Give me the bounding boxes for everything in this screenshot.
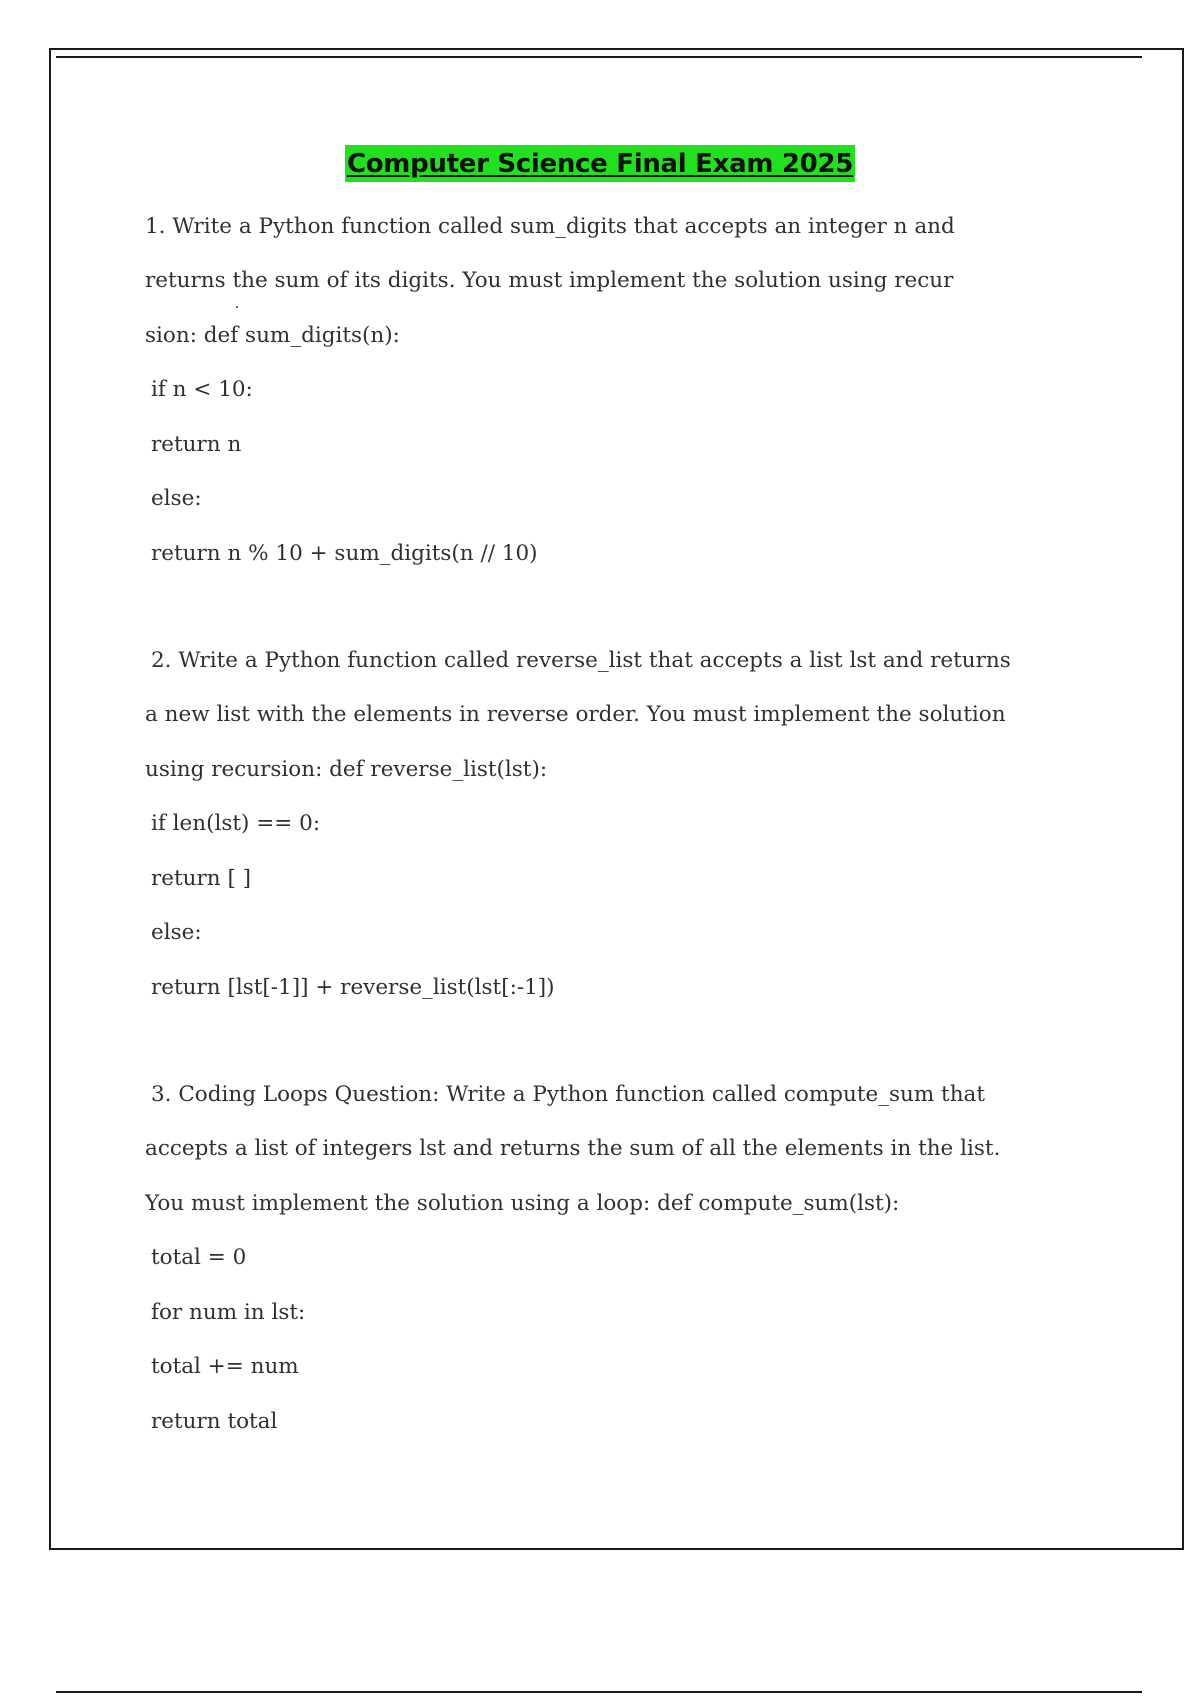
exam-title: Computer Science Final Exam 2025 (345, 145, 855, 182)
question-1-line-3: sion: def sum_digits(n): (145, 323, 400, 348)
question-3-line-1: 3. Coding Loops Question: Write a Python function called compute_sum that (151, 1082, 986, 1107)
question-1-line-2: returns the sum of its digits. You must implement the solution using recur (145, 268, 954, 293)
question-2-line-3: using recursion: def reverse_list(lst): (145, 757, 548, 782)
question-3-code-line-4: return total (151, 1409, 278, 1434)
bottom-rule (56, 1691, 1142, 1693)
question-3-code-line-3: total += num (151, 1354, 299, 1379)
question-1-code-line-1: if n < 10: (151, 377, 253, 402)
question-1-code-line-4: return n % 10 + sum_digits(n // 10) (151, 541, 538, 566)
stray-mark (236, 306, 238, 308)
question-2-code-line-2: return [ ] (151, 866, 252, 891)
question-2-code-line-4: return [lst[-1]] + reverse_list(lst[:-1]) (151, 975, 555, 1000)
question-1-line-1: 1. Write a Python function called sum_digits that accepts an integer n and (145, 214, 955, 239)
question-2-code-line-1: if len(lst) == 0: (151, 811, 321, 836)
question-2-line-2: a new list with the elements in reverse order. You must implement the solution (145, 702, 1006, 727)
question-1-code-line-3: else: (151, 486, 202, 511)
question-2-code-line-3: else: (151, 920, 202, 945)
question-2-line-1: 2. Write a Python function called reverse_list that accepts a list lst and returns (151, 648, 1011, 673)
top-rule (56, 56, 1142, 58)
question-3-line-2: accepts a list of integers lst and returns the sum of all the elements in the list. (145, 1136, 1001, 1161)
question-3-code-line-1: total = 0 (151, 1245, 247, 1270)
question-1-code-line-2: return n (151, 432, 242, 457)
question-3-code-line-2: for num in lst: (151, 1300, 306, 1325)
question-3-line-3: You must implement the solution using a loop: def compute_sum(lst): (145, 1191, 900, 1216)
title-container (0, 145, 1200, 182)
